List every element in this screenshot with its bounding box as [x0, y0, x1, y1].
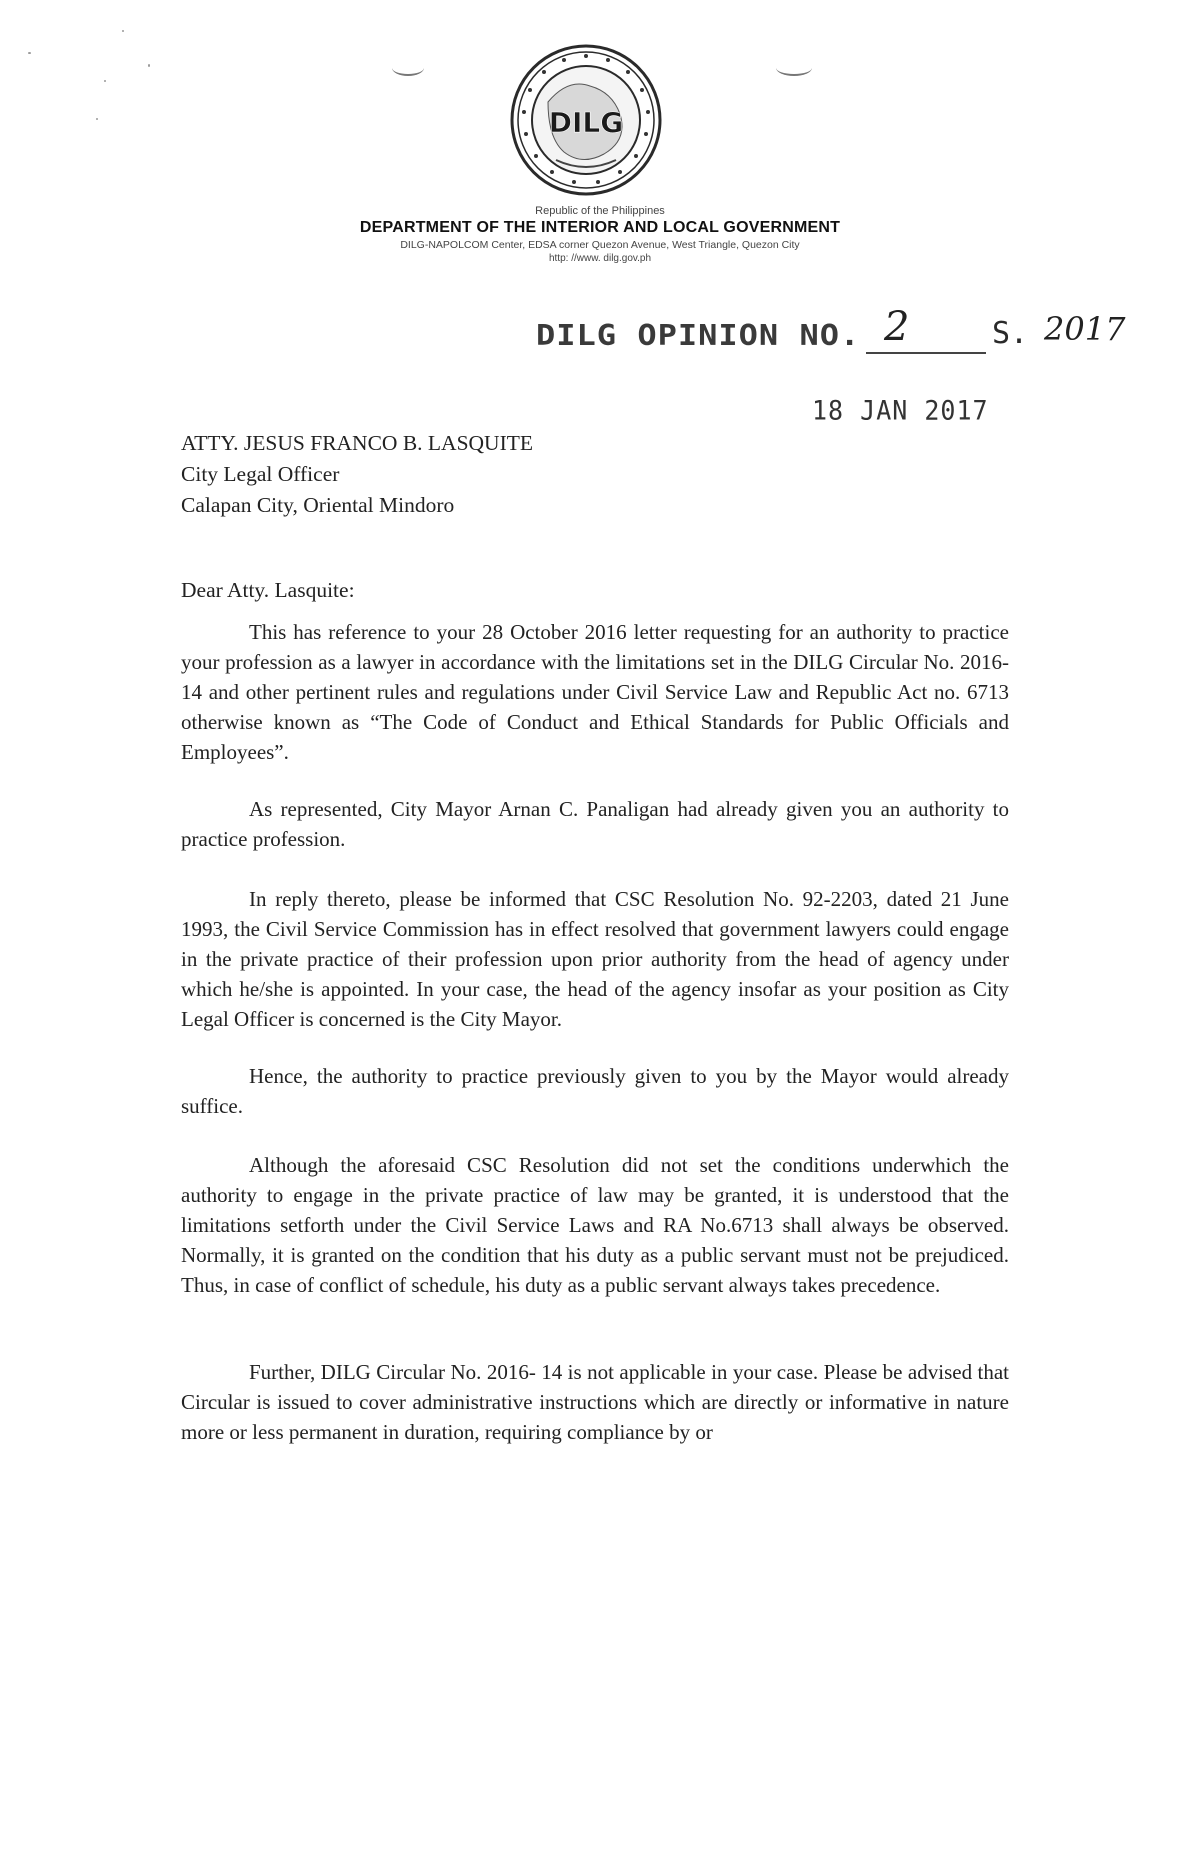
addressee-title: City Legal Officer: [181, 462, 340, 486]
body-paragraph: As represented, City Mayor Arnan C. Panaligan had already given you an authority to practice profession.: [181, 797, 1009, 851]
scan-mark: [776, 60, 812, 76]
opinion-number: 2: [884, 304, 910, 350]
scan-speck: [148, 64, 150, 67]
letterhead: [300, 204, 900, 265]
opinion-number-underline: [866, 352, 986, 354]
body-paragraph: Hence, the authority to practice previously given to you by the Mayor would already suffice.: [181, 1064, 1009, 1118]
body-paragraph: In reply thereto, please be informed that CSC Resolution No. 92-2203, dated 21 June 1993, the Civil Service Commission has in effect resolved that government lawyers could engage in the private practice of their profession upon prior authority from the head of agency under which he/she is appointed. In your case, the head of the agency insofar as your position as City Legal Officer is concerned is the City Mayor.: [181, 887, 1009, 1031]
letterhead-department: DEPARTMENT OF THE INTERIOR AND LOCAL GOVERNMENT: [359, 219, 841, 236]
body-paragraph: This has reference to your 28 October 2016 letter requesting for an authority to practice your profession as a lawyer in accordance with the limitations set in the DILG Circular No. 2016-14 and other pertinent rules and regulations under Civil Service Law and Republic Act no. 6713 otherwise known as “The Code of Conduct and Ethical Standards for Public Officials and Employees”.: [181, 620, 1009, 764]
date-stamp: 18 JAN 2017: [812, 395, 989, 426]
letterhead-url: http: //www. dilg.gov.ph: [548, 253, 652, 264]
opinion-year: 2017: [1044, 310, 1126, 348]
opinion-label: DILG OPINION NO.: [536, 317, 861, 353]
addressee-location: Calapan City, Oriental Mindoro: [181, 493, 455, 517]
letterhead-republic: Republic of the Philippines: [535, 205, 665, 217]
letterhead-address: DILG-NAPOLCOM Center, EDSA corner Quezon Avenue, West Triangle, Quezon City: [400, 239, 800, 251]
scan-speck: [96, 118, 98, 120]
opinion-series-label: S.: [992, 316, 1029, 351]
scan-mark: [392, 60, 424, 76]
addressee-name: ATTY. JESUS FRANCO B. LASQUITE: [181, 431, 534, 455]
addressee-block: [181, 428, 533, 521]
body-paragraph: Although the aforesaid CSC Resolution did not set the conditions underwhich the authority to engage in the private practice of law may be granted, it is understood that the limitations setforth under the Civil Service Laws and RA No.6713 shall always be observed. Normally, it is granted on the condition that his duty as a public servant must not be prejudiced. Thus, in case of conflict of schedule, his duty as a public servant always takes precedence.: [181, 1153, 1009, 1297]
dilg-seal-icon: [508, 42, 664, 198]
opinion-number-line: [536, 304, 1136, 356]
scan-speck: [28, 52, 31, 54]
body-paragraph: Further, DILG Circular No. 2016- 14 is not applicable in your case. Please be advised that Circular is issued to cover administrative instructions which are directly or informative in nature more or less permanent in duration, requiring compliance by or: [181, 1360, 1009, 1444]
svg-text:DILG: DILG: [548, 106, 624, 139]
scan-speck: [122, 30, 124, 32]
scan-speck: [104, 80, 106, 82]
salutation: Dear Atty. Lasquite:: [181, 578, 355, 602]
